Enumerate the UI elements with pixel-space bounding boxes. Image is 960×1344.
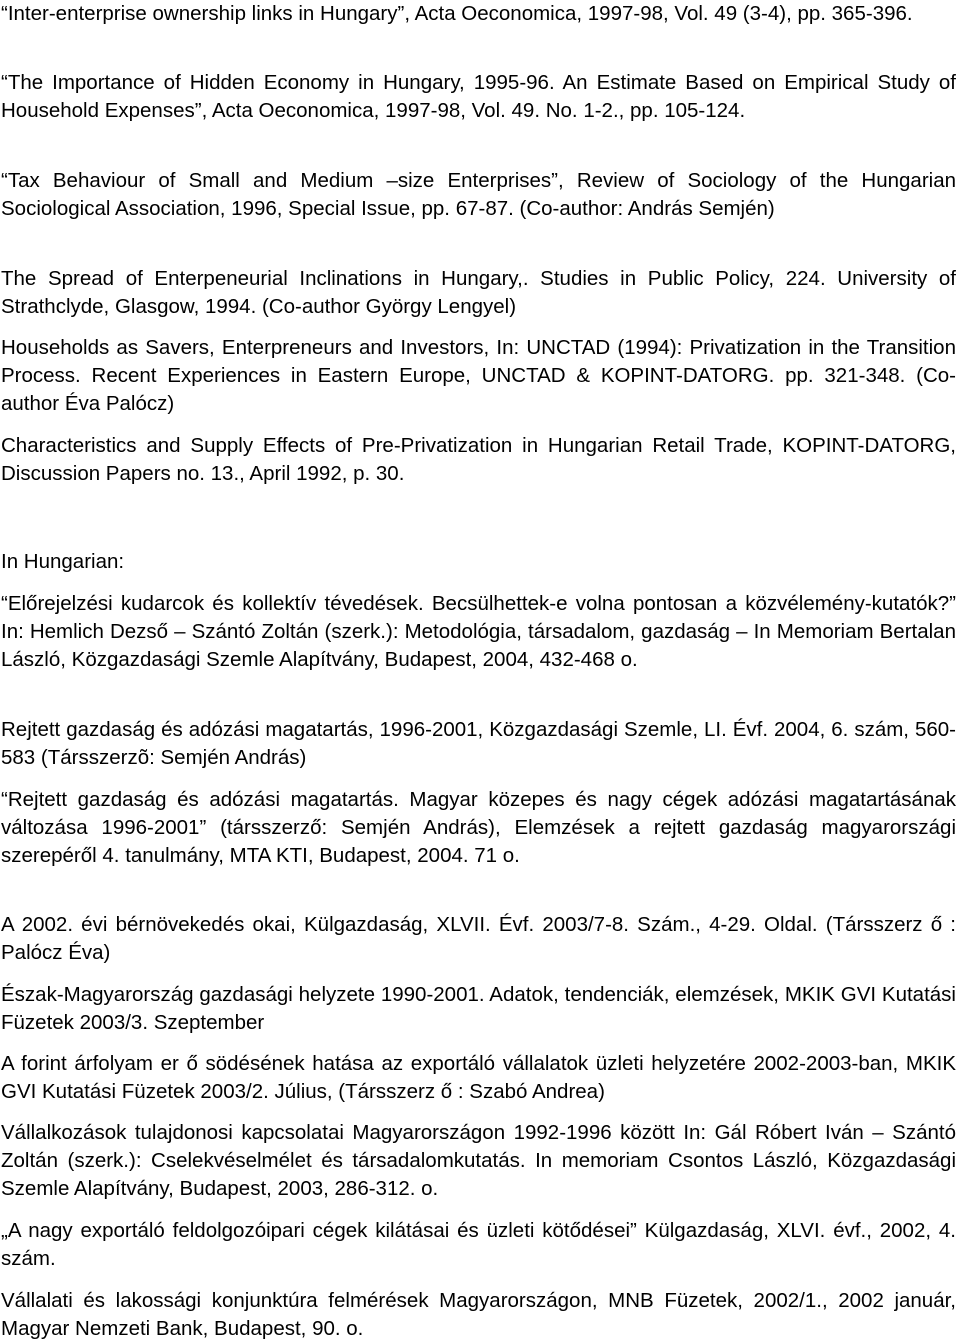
reference-en-1: “Inter-enterprise ownership links in Hungary”, Acta Oeconomica, 1997-98, Vol. 49 (3-4), pp. 365-396. [1, 2, 913, 25]
reference-en-2: “The Importance of Hidden Economy in Hungary, 1995-96. An Estimate Based on Empirical Study of Household Expenses”, Acta Oeconomica, 1997-98, Vol. 49. No. 1-2., pp. 105-124. [1, 71, 956, 122]
reference-hu-3: “Rejtett gazdaság és adózási magatartás. Magyar közepes és nagy cégek adózási magatartásának változása 1996-2001” (társszerző: Semjén András), Elemzések a rejtett gazdaság magyarországi szerepéről 4. tanulmány, MTA KTI, Budapest, 2004. 71 o. [1, 788, 956, 867]
section-heading-hungarian: In Hungarian: [1, 550, 125, 573]
reference-hu-2: Rejtett gazdaság és adózási magatartás, 1996-2001, Közgazdasági Szemle, LI. Évf. 2004, 6. szám, 560-583 (Társszerzõ: Semjén András) [1, 718, 956, 769]
reference-hu-9: Vállalati és lakossági konjunktúra felmérések Magyarországon, MNB Füzetek, 2002/1., 2002 január, Magyar Nemzeti Bank, Budapest, 90. o. [1, 1289, 956, 1340]
reference-hu-6: A forint árfolyam er ő södésének hatása az exportáló vállalatok üzleti helyzetére 2002-2003-ban, MKIK GVI Kutatási Füzetek 2003/2. Július, (Társszerz ő : Szabó Andrea) [1, 1052, 956, 1103]
reference-en-5: Households as Savers, Enterpreneurs and Investors, In: UNCTAD (1994): Privatization in the Transition Process. Recent Experiences in Eastern Europe, UNCTAD & KOPINT-DATORG. pp. 321-348. (Co-author Éva Palócz) [1, 336, 956, 415]
reference-en-6: Characteristics and Supply Effects of Pre-Privatization in Hungarian Retail Trade, KOPINT-DATORG, Discussion Papers no. 13., April 1992, p. 30. [1, 434, 956, 485]
reference-hu-7: Vállalkozások tulajdonosi kapcsolatai Magyarországon 1992-1996 között In: Gál Róbert Iván – Szántó Zoltán (szerk.): Cselekvéselmélet és társadalomkutatás. In memoriam Csontos László, Közgazdasági Szemle Alapítvány, Budapest, 2003, 286-312. o. [1, 1121, 956, 1200]
reference-hu-4: A 2002. évi bérnövekedés okai, Külgazdaság, XLVII. Évf. 2003/7-8. Szám., 4-29. Oldal. (Társszerz ő : Palócz Éva) [1, 913, 956, 964]
reference-en-3: “Tax Behaviour of Small and Medium –size Enterprises”, Review of Sociology of the Hungarian Sociological Association, 1996, Special Issue, pp. 67-87. (Co-author: András Semjén) [1, 169, 956, 220]
reference-hu-1: “Előrejelzési kudarcok és kollektív tévedések. Becsülhettek-e volna pontosan a közvélemény-kutatók?” In: Hemlich Dezső – Szántó Zoltán (szerk.): Metodológia, társadalom, gazdaság – In Memoriam Bertalan László, Közgazdasági Szemle Alapítvány, Budapest, 2004, 432-468 o. [1, 592, 956, 671]
reference-hu-5: Észak-Magyarország gazdasági helyzete 1990-2001. Adatok, tendenciák, elemzések, MKIK GVI Kutatási Füzetek 2003/3. Szeptember [1, 983, 956, 1034]
reference-hu-8: „A nagy exportáló feldolgozóipari cégek kilátásai és üzleti kötődései” Külgazdaság, XLVI. évf., 2002, 4. szám. [1, 1219, 956, 1270]
reference-en-4: The Spread of Enterpeneurial Inclinations in Hungary,. Studies in Public Policy, 224. University of Strathclyde, Glasgow, 1994. (Co-author György Lengyel) [1, 267, 956, 318]
